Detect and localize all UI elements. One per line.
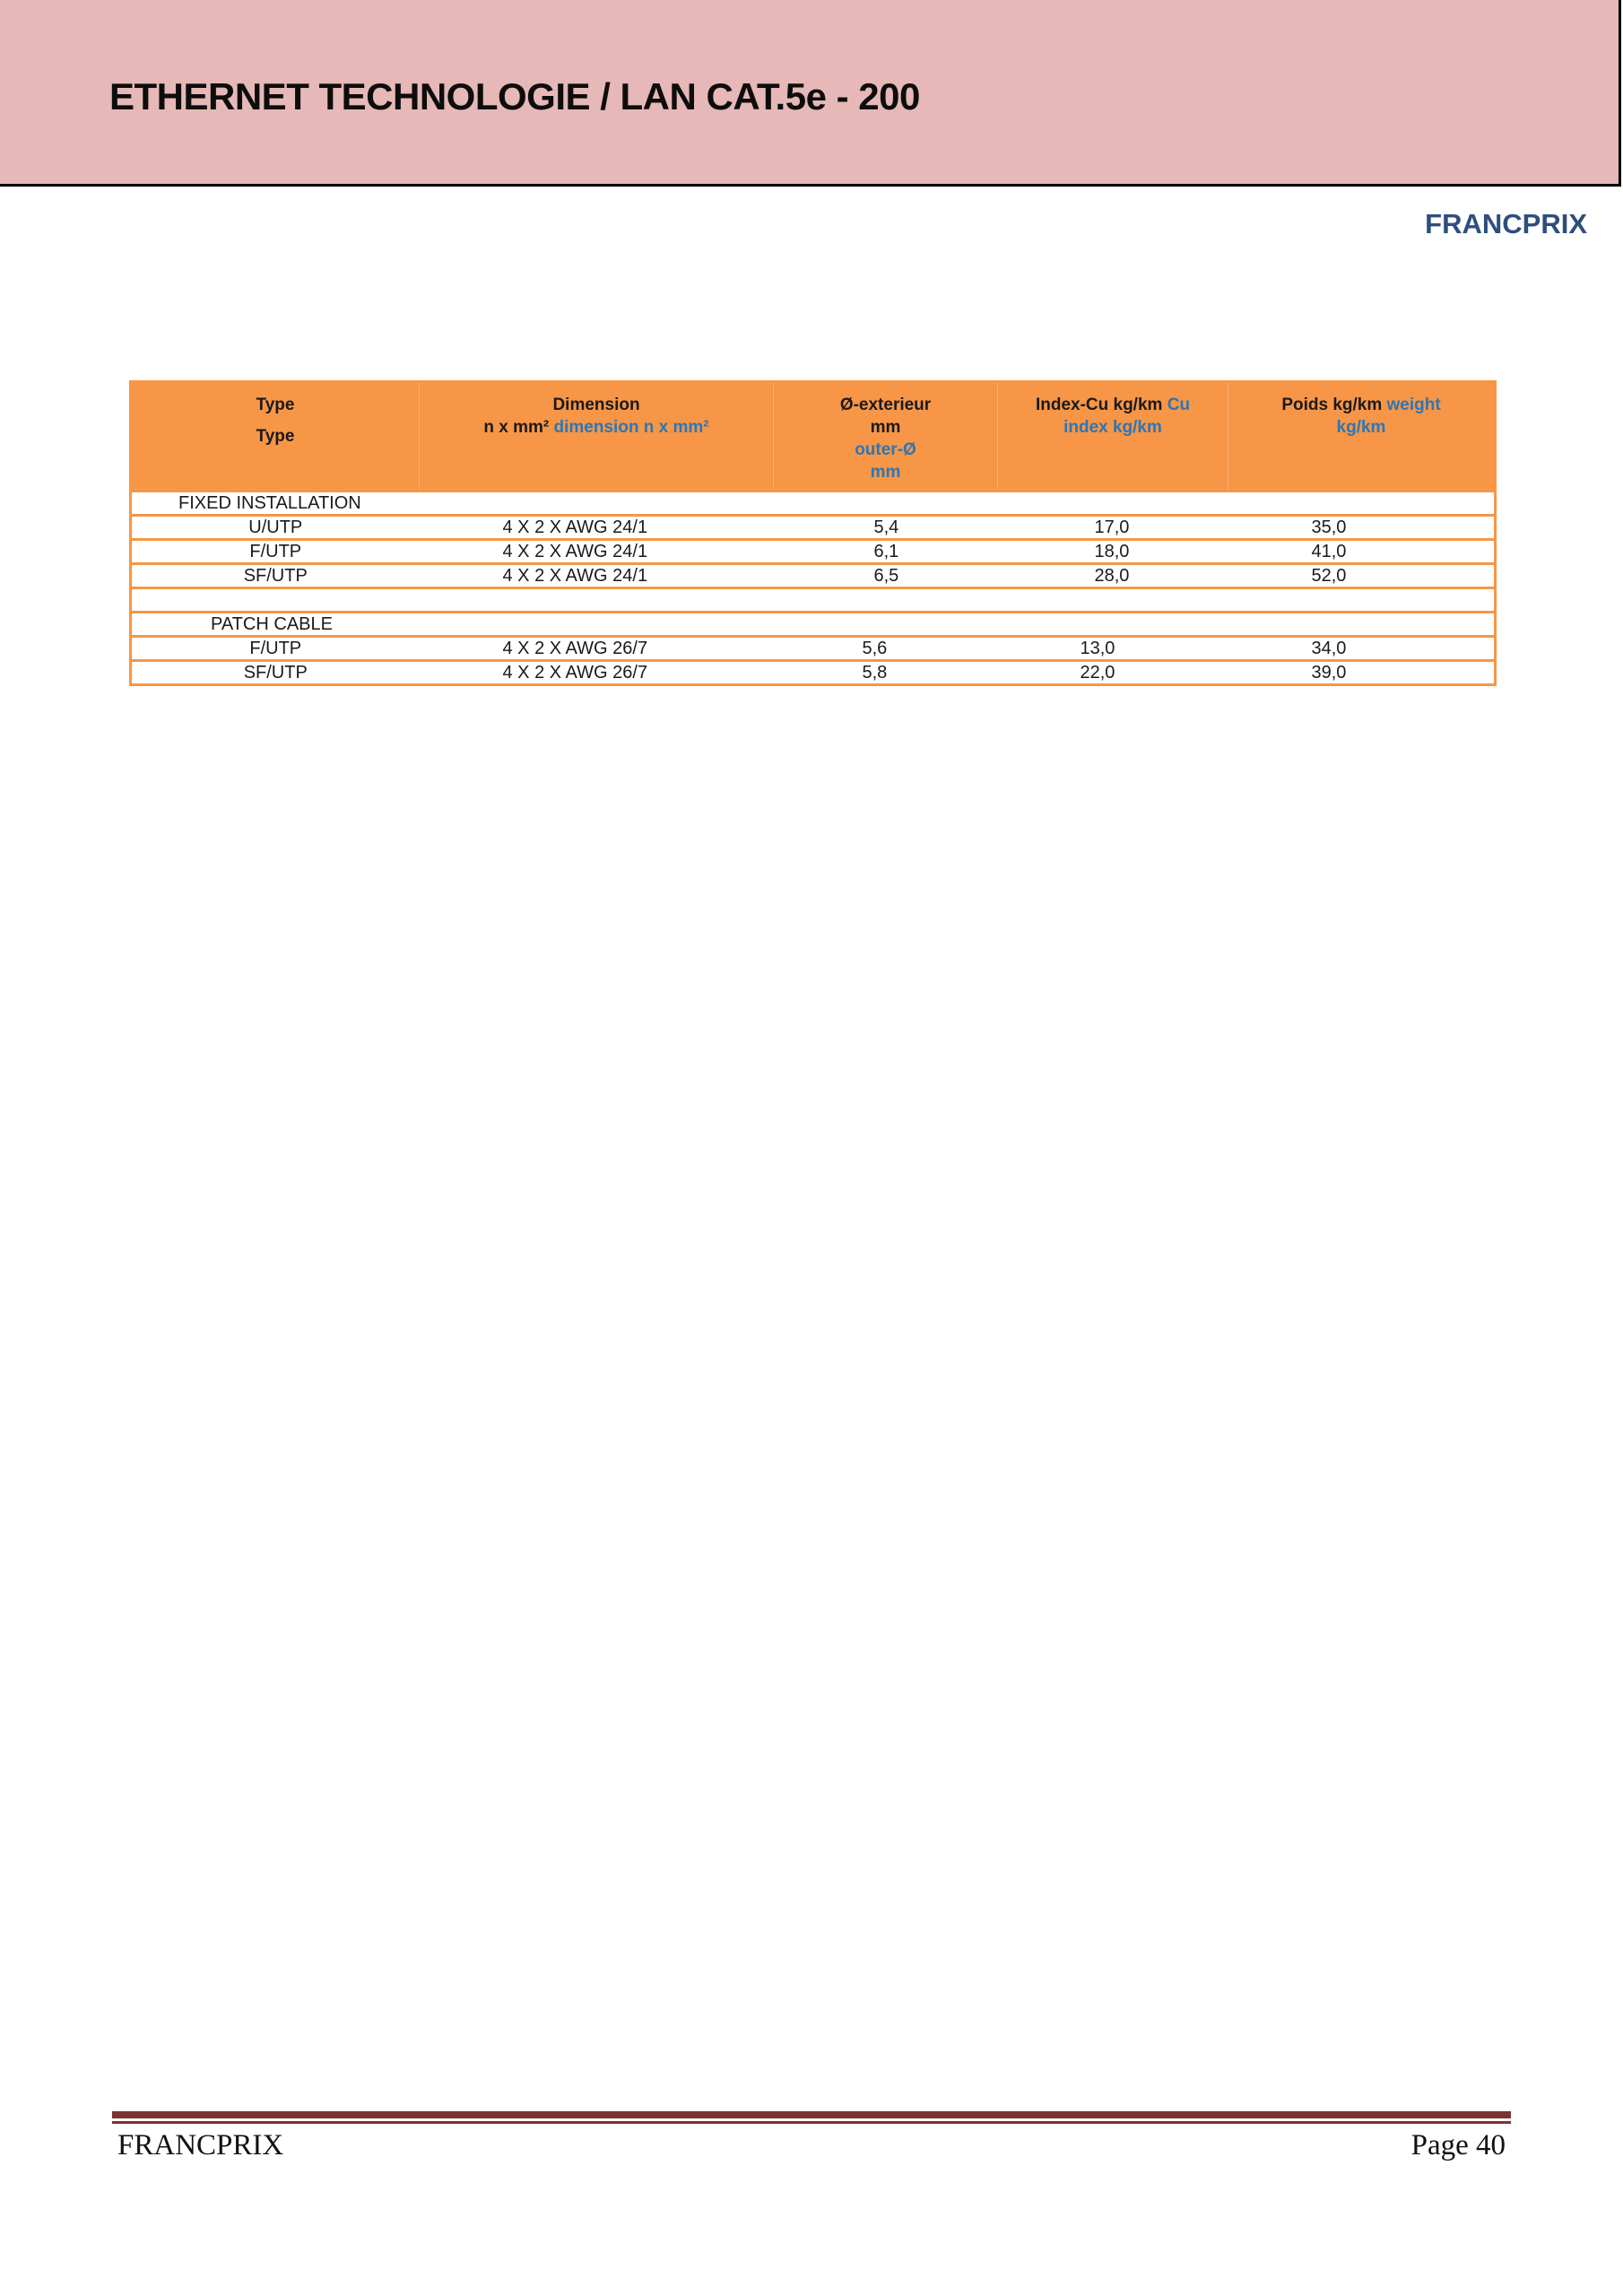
cell-diameter: 5,4 <box>873 517 899 537</box>
col-header-weight-en: weight <box>1386 396 1441 414</box>
cell-dimension: 4 X 2 X AWG 24/1 <box>502 566 648 586</box>
page-number: Page 40 <box>1410 2129 1506 2161</box>
cell-dimension: 4 X 2 X AWG 24/1 <box>502 542 648 561</box>
table-row <box>131 540 1496 564</box>
col-header-dimension <box>420 382 774 491</box>
col-header-type <box>131 382 420 491</box>
footer-brand: FRANCPRIX <box>117 2129 284 2161</box>
cell-type: F/UTP <box>249 639 302 658</box>
cell-cu-index: 22,0 <box>1080 663 1115 683</box>
col-header-diameter-fr: Ø-exterieur <box>839 396 932 414</box>
table-row <box>131 637 1496 661</box>
cell-dimension: 4 X 2 X AWG 26/7 <box>502 639 648 658</box>
table-row <box>131 661 1496 685</box>
spacer-row <box>131 588 1496 613</box>
cell-cu-index: 17,0 <box>1094 517 1130 537</box>
group-label: FIXED INSTALLATION <box>178 493 361 513</box>
group-label: PATCH CABLE <box>211 614 333 634</box>
col-header-weight-en-unit: kg/km <box>1336 418 1386 437</box>
footer-divider <box>112 2111 1511 2118</box>
cell-weight: 35,0 <box>1311 517 1347 537</box>
col-header-type-fr: Type <box>256 396 295 414</box>
group-row-fixed <box>131 491 1496 516</box>
cell-weight: 34,0 <box>1311 639 1347 658</box>
header-band <box>0 0 1621 187</box>
group-row-patch <box>131 613 1496 637</box>
col-header-type-en: Type <box>256 427 295 446</box>
cell-type: SF/UTP <box>243 566 308 586</box>
col-header-diameter <box>774 382 998 491</box>
cell-cu-index: 28,0 <box>1094 566 1130 586</box>
page-title: ETHERNET TECHNOLOGIE / LAN CAT.5e - 200 <box>109 75 920 117</box>
cell-type: F/UTP <box>249 542 302 561</box>
table-row <box>131 564 1496 588</box>
cell-type: SF/UTP <box>243 663 308 683</box>
cell-dimension: 4 X 2 X AWG 26/7 <box>502 663 648 683</box>
cell-dimension: 4 X 2 X AWG 24/1 <box>502 517 648 537</box>
cell-diameter: 6,5 <box>873 566 899 586</box>
cell-cu-index: 18,0 <box>1094 542 1130 561</box>
col-header-dimension-unit: n x mm² <box>483 418 550 437</box>
cable-spec-table <box>129 380 1497 686</box>
cell-weight: 52,0 <box>1311 566 1347 586</box>
col-header-weight-fr: Poids kg/km <box>1281 396 1383 414</box>
cell-cu-index: 13,0 <box>1080 639 1115 658</box>
cell-diameter: 5,6 <box>862 639 888 658</box>
table-header <box>131 382 1496 491</box>
col-header-cu-index-en-unit: index kg/km <box>1063 418 1162 437</box>
table-header-row <box>131 382 1496 491</box>
col-header-cu-index <box>998 382 1228 491</box>
footer-divider-thin <box>112 2121 1511 2124</box>
cell-diameter: 6,1 <box>873 542 899 561</box>
col-header-diameter-en-unit: mm <box>870 463 901 482</box>
cell-diameter: 5,8 <box>862 663 888 683</box>
cell-weight: 41,0 <box>1311 542 1347 561</box>
col-header-cu-index-en: Cu <box>1167 396 1191 414</box>
cell-weight: 39,0 <box>1311 663 1347 683</box>
brand-label: FRANCPRIX <box>1425 208 1587 239</box>
spacer-cell <box>131 588 1496 613</box>
col-header-dimension-fr: Dimension <box>552 396 640 414</box>
col-header-weight <box>1228 382 1496 491</box>
col-header-cu-index-fr: Index-Cu kg/km <box>1035 396 1163 414</box>
col-header-dimension-en: dimension n x mm² <box>553 418 709 437</box>
col-header-diameter-en: outer-Ø <box>855 440 916 459</box>
col-header-diameter-unit: mm <box>870 418 901 437</box>
table-row <box>131 516 1496 540</box>
cell-type: U/UTP <box>248 517 303 537</box>
table-body <box>131 491 1496 685</box>
